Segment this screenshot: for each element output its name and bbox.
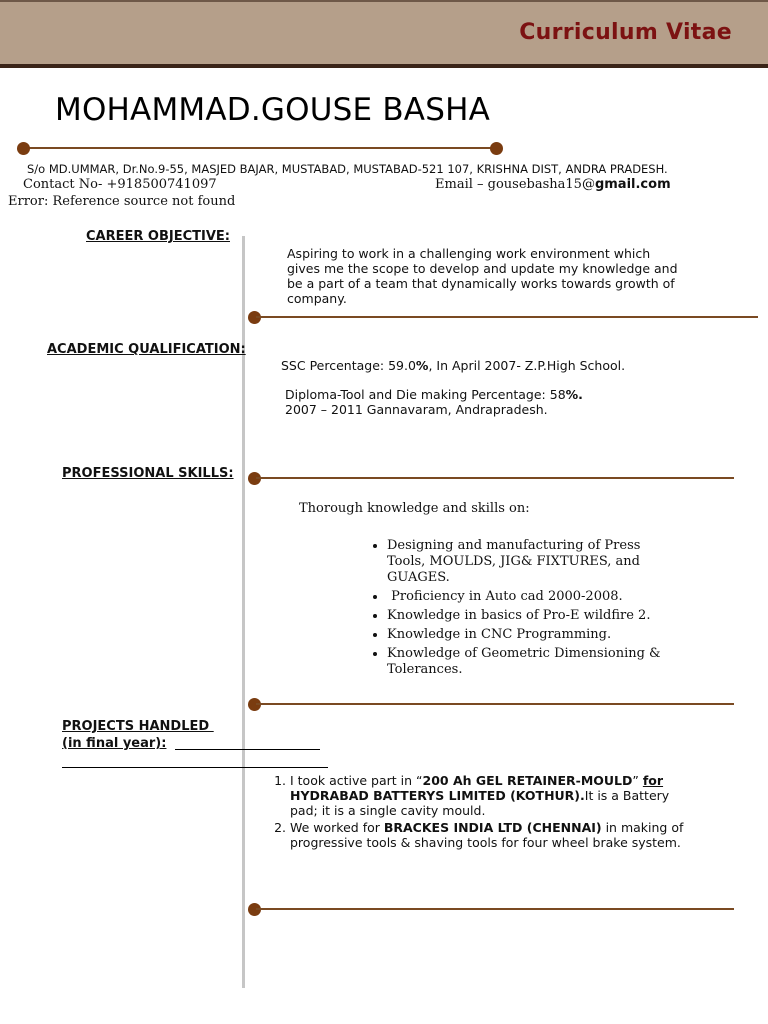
project-text: in making of progressive tools & shaving tools for four wheel brake system. (290, 820, 684, 850)
email-label: Email – gousebasha15@ (435, 177, 595, 192)
project-text: ” (632, 773, 643, 788)
projects-list-wrap (267, 773, 687, 852)
divider-dot-right (490, 142, 503, 155)
skills-heading: PROFESSIONAL SKILLS: (62, 466, 234, 481)
project-text: I took active part in “ (290, 773, 423, 788)
projects-subheading: (in final year): (62, 736, 167, 751)
contact-line (23, 177, 217, 192)
diploma-percent: %. (565, 387, 583, 402)
diploma-years: 2007 – 2011 Gannavaram, Andrapradesh. (285, 402, 548, 417)
skill-item: • Proficiency in Auto cad 2000-2008. (387, 589, 679, 605)
section-divider (256, 477, 734, 479)
ssc-rest: , In April 2007- Z.P.High School. (428, 358, 626, 373)
project-company: BRACKES INDIA LTD (CHENNAI) (383, 820, 602, 835)
candidate-name: MOHAMMAD.GOUSE BASHA (55, 92, 490, 128)
skills-list (359, 538, 679, 678)
contact-label: Contact No- (23, 177, 107, 192)
skill-item: • Knowledge in CNC Programming. (387, 627, 679, 643)
project-item (290, 773, 687, 818)
ssc-percent: % (415, 358, 429, 373)
ssc-text: SSC Percentage: 59.0 (281, 358, 416, 373)
skill-item: • Knowledge in basics of Pro-E wildfire 2. (387, 608, 679, 624)
section-divider (256, 908, 734, 910)
projects-heading-underline (175, 749, 320, 750)
name-divider (24, 147, 496, 149)
project-text: It is a Battery pad; it is a single cavity mould. (290, 788, 670, 818)
project-text: We worked for (290, 820, 384, 835)
skill-item: • Designing and manufacturing of Press Tools, MOULDS, JIG& FIXTURES, and GUAGES. (387, 538, 679, 586)
section-divider (256, 316, 758, 318)
diploma-text: Diploma-Tool and Die making Percentage: 58 (285, 387, 566, 402)
project-name: 200 Ah GEL RETAINER-MOULD (422, 773, 633, 788)
projects-rule (62, 767, 328, 768)
email-line (435, 177, 671, 192)
ssc-line (281, 358, 625, 373)
project-for: for (642, 773, 664, 788)
address: S/o MD.UMMAR, Dr.No.9-55, MASJED BAJAR, MUSTABAD, MUSTABAD-521 107, KRISHNA DIST, ANDRA PRADESH. (27, 162, 668, 176)
career-objective-heading: CAREER OBJECTIVE: (86, 229, 230, 244)
project-item (290, 820, 687, 850)
section-divider (256, 703, 734, 705)
career-objective-text: Aspiring to work in a challenging work environment which gives me the scope to develop and update my knowledge and be a part of a team that dynamically works towards growth of company. (287, 246, 678, 306)
projects-list (267, 773, 687, 850)
contact-number: +918500741097 (106, 177, 217, 192)
error-text: Error: Reference source not found (8, 194, 236, 209)
diploma-line (285, 387, 583, 402)
projects-heading: PROJECTS HANDLED (62, 719, 214, 734)
email-domain: gmail.com (594, 177, 671, 192)
header-title: Curriculum Vitae (519, 20, 732, 45)
project-company: HYDRABAD BATTERYS LIMITED (KOTHUR). (290, 788, 585, 803)
skills-intro: Thorough knowledge and skills on: (299, 501, 530, 516)
academic-heading: ACADEMIC QUALIFICATION: (47, 342, 246, 357)
skill-item: • Knowledge of Geometric Dimensioning & Tolerances. (387, 646, 679, 678)
skills-list-wrap (359, 538, 679, 681)
divider-dot-left (17, 142, 30, 155)
